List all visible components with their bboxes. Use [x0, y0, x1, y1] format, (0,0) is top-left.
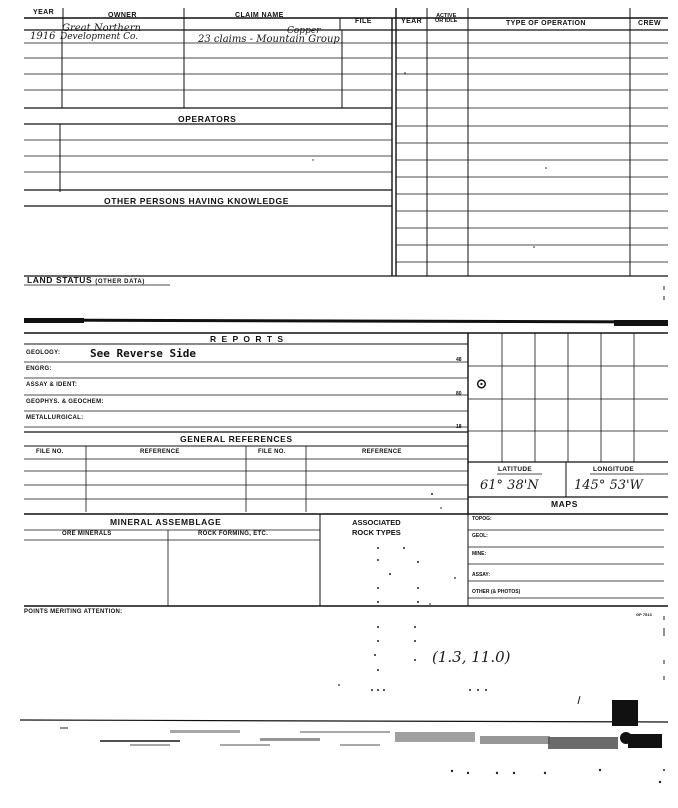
header-active-line1: ACTIVE — [436, 13, 457, 19]
handwritten-note: (1.3, 11.0) — [432, 648, 511, 666]
latitude-label: LATITUDE — [498, 466, 533, 473]
reports-title: R E P O R T S — [210, 334, 285, 344]
operators-heading: OPERATORS — [178, 114, 237, 124]
longitude-value: 145° 53'W — [574, 478, 643, 493]
maps-assay: ASSAY: — [472, 572, 491, 578]
land-status-label: LAND STATUS — [27, 275, 93, 285]
engrg-label: ENGRG: — [26, 366, 52, 372]
land-status-heading — [27, 275, 145, 285]
geophys-geochem-label: GEOPHYS. & GEOCHEM: — [26, 399, 104, 405]
ref-col-reference: REFERENCE — [140, 449, 180, 455]
entry-claim-superscript: Copper — [287, 26, 321, 36]
grid-location-mark: ⊙ — [476, 376, 487, 391]
header-year-2: YEAR — [401, 18, 423, 25]
margin-number-80: 80 — [456, 391, 462, 397]
ref-col-reference-2: REFERENCE — [362, 449, 402, 455]
ref-col-file-no: FILE NO. — [36, 449, 64, 455]
maps-title: MAPS — [551, 499, 578, 509]
margin-number-18: 18 — [456, 424, 462, 430]
associated-line2: ROCK TYPES — [352, 528, 401, 537]
entry-owner-line2: Development Co. — [60, 32, 139, 42]
header-year: YEAR — [33, 9, 55, 16]
form-number: GP 7513 — [636, 612, 652, 617]
header-active-line2: OR IDLE — [435, 18, 458, 24]
entry-year: 1916 — [30, 31, 56, 42]
land-status-sub: (OTHER DATA) — [95, 279, 145, 285]
general-references-title: GENERAL REFERENCES — [180, 434, 293, 444]
header-owner: OWNER — [108, 12, 137, 19]
header-type-of-operation: TYPE OF OPERATION — [506, 20, 586, 27]
header-file: FILE — [355, 18, 372, 25]
entry-owner-line1: Great Northern — [62, 23, 141, 34]
metallurgical-label: METALLURGICAL: — [26, 415, 84, 421]
points-meriting-attention: POINTS MERITING ATTENTION: — [24, 609, 123, 615]
maps-geol: GEOL: — [472, 533, 488, 539]
header-crew: CREW — [638, 20, 661, 27]
assay-ident-label: ASSAY & IDENT: — [26, 382, 78, 388]
entry-claim: 23 claims - Mountain Group — [198, 34, 340, 45]
margin-number-48: 48 — [456, 357, 462, 363]
latitude-value: 61° 38'N — [480, 478, 539, 493]
longitude-label: LONGITUDE — [593, 466, 634, 473]
ref-col-file-no-2: FILE NO. — [258, 449, 286, 455]
associated-line1: ASSOCIATED — [352, 518, 401, 527]
geology-label: GEOLOGY: — [26, 350, 61, 356]
ore-minerals-label: ORE MINERALS — [62, 531, 112, 537]
maps-topog: TOPOG: — [472, 516, 492, 522]
mineral-assemblage-title: MINERAL ASSEMBLAGE — [110, 517, 222, 527]
geology-value: See Reverse Side — [90, 347, 196, 360]
other-persons-heading: OTHER PERSONS HAVING KNOWLEDGE — [104, 196, 290, 206]
rock-forming-label: ROCK FORMING, ETC. — [198, 531, 269, 537]
header-claim-name: CLAIM NAME — [235, 12, 284, 19]
maps-other: OTHER (& PHOTOS) — [472, 589, 521, 595]
associated-rock-types — [352, 518, 401, 538]
maps-mine: MINE: — [472, 551, 487, 557]
header-active-or-idle — [435, 14, 457, 24]
